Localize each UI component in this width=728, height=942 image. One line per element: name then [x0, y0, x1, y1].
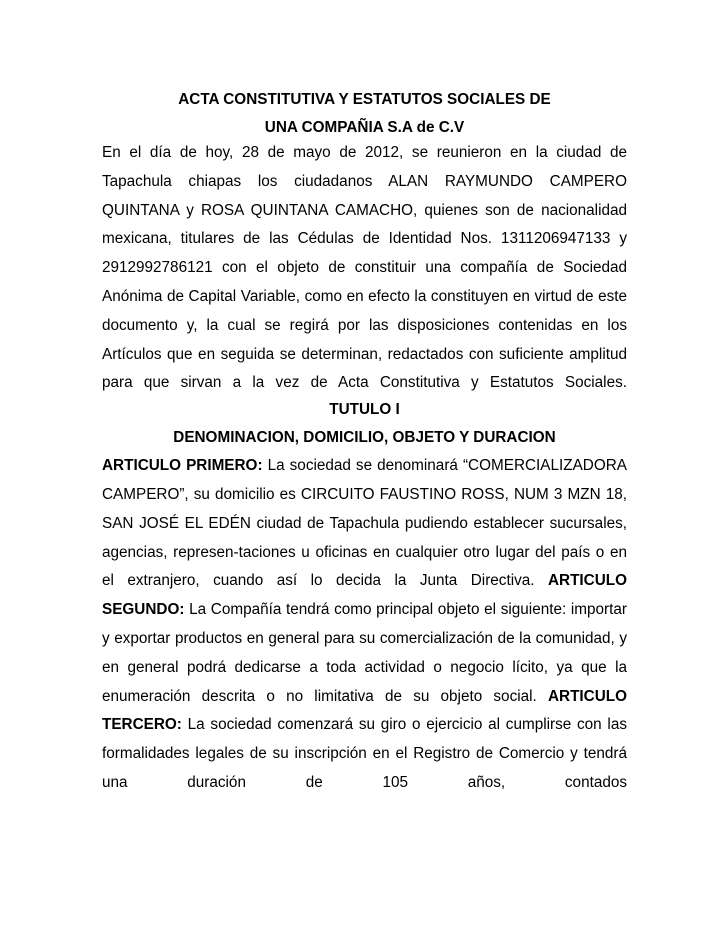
- section-title: TUTULO I: [329, 401, 400, 419]
- document-page: [102, 90, 627, 798]
- articles-paragraph: [102, 452, 627, 798]
- intro-paragraph: En el día de hoy, 28 de mayo de 2012, se reunieron en la ciudad de Tapachula chiapas los ciudadanos ALAN RAYMUNDO CAMPERO QUINTANA y ROSA QUINTANA CAMACHO, quienes son de nacionalidad mexicana, titulares de las Cédulas de Identidad Nos. 1311206947133 y 2912992786121 con el objeto de constituir una compañía de Sociedad Anónima de Capital Variable, como en efecto la constituyen en virtud de este documento y, la cual se regirá por las disposiciones contenidas en los Artículos que en seguida se determinan, redactados con suficiente amplitud para que sirvan a la vez de Acta Constitutiva y Estatutos Sociales.: [102, 144, 627, 392]
- article-1-text: La sociedad se denominará “COMERCIALIZADORA CAMPERO”, su domicilio es CIRCUITO FAUSTINO ROSS, NUM 3 MZN 18, SAN JOSÉ EL EDÉN ciudad de Tapachula pudiendo establecer sucursales, agencias, represen-taciones u oficinas en cualquier otro lugar del país o en el extranjero, cuando así lo decida la Junta Directiva.: [102, 457, 627, 590]
- article-2-text: La Compañía tendrá como principal objeto el siguiente: importar y exportar productos en general para su comercialización de la comunidad, y en general podrá dedicarse a toda actividad o negocio lícito, ya que la enumeración descrita o no limitativa de su objeto social.: [102, 601, 627, 705]
- document-title-line1: ACTA CONSTITUTIVA Y ESTATUTOS SOCIALES DE: [178, 91, 551, 108]
- article-3-label: ARTICULO TERCERO:: [102, 687, 627, 734]
- article-3-text: La sociedad comenzará su giro o ejercicio al cumplirse con las formalidades legales de su inscripción en el Registro de Comercio y tendrá una duración de 105 años, contados: [102, 716, 627, 791]
- article-2-label: ARTICULO SEGUNDO:: [102, 572, 627, 619]
- document-title-line2: UNA COMPAÑIA S.A de C.V: [264, 119, 465, 136]
- section-heading: DENOMINACION, DOMICILIO, OBJETO Y DURACION: [173, 429, 556, 447]
- article-1-label: ARTICULO PRIMERO:: [102, 457, 263, 475]
